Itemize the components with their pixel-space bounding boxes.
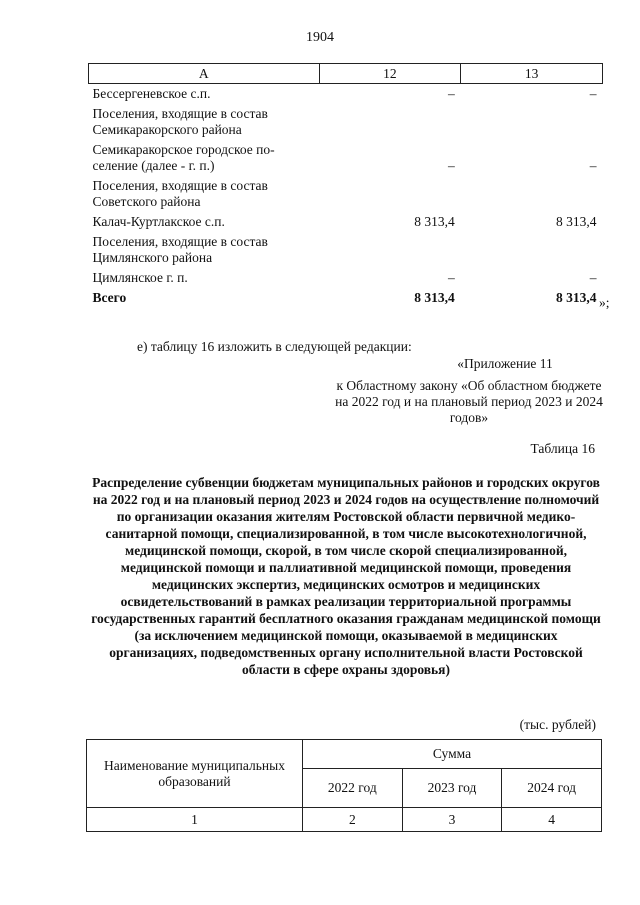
- total-value-12: 8 313,4: [414, 290, 455, 305]
- column-municipality-name: Наименование муниципальных образований: [87, 740, 303, 808]
- row-value-12: –: [448, 270, 455, 285]
- row-value-13: [461, 104, 603, 140]
- row-value-12: [319, 232, 461, 268]
- distribution-table: [86, 739, 602, 832]
- header-cell-12: 12: [319, 64, 461, 84]
- row-name: Цимлянское г. п.: [92, 270, 188, 285]
- row-name: Поселения, входящие в состав Цимлянского района: [92, 234, 268, 265]
- row-value-13: 8 313,4: [556, 214, 597, 229]
- closing-quote: »;: [599, 295, 610, 310]
- column-number: 3: [402, 808, 502, 832]
- header-cell-13: 13: [461, 64, 603, 84]
- row-name: Калач-Куртлакское с.п.: [92, 214, 225, 229]
- row-name: Бессергеневское с.п.: [92, 86, 211, 101]
- row-value-12: 8 313,4: [414, 214, 455, 229]
- total-row: [89, 288, 603, 308]
- appendix-reference: к Областному закону «Об областном бюджете на 2022 год и на плановый период 2023 и 2024 годов»: [335, 378, 603, 425]
- header-row-top: [87, 740, 602, 769]
- amendment-paragraph: е) таблицу 16 изложить в следующей редакции:: [137, 339, 412, 354]
- table-row: [89, 140, 603, 176]
- column-number: 2: [303, 808, 403, 832]
- row-value-13: [461, 176, 603, 212]
- row-value-13: [461, 232, 603, 268]
- total-value-13: 8 313,4: [556, 290, 597, 305]
- row-name: Поселения, входящие в состав Советского района: [92, 178, 268, 209]
- row-value-13: –: [589, 158, 597, 173]
- row-value-12: –: [448, 86, 455, 101]
- row-value-12: [319, 176, 461, 212]
- units-label: (тыс. рублей): [519, 717, 596, 732]
- table-header-row: [89, 64, 603, 84]
- continued-subvention-table: [88, 63, 603, 308]
- column-number: 4: [502, 808, 602, 832]
- column-sum: Сумма: [303, 740, 602, 769]
- table-row: [89, 104, 603, 140]
- table-row: [89, 268, 603, 288]
- table-row: [89, 232, 603, 268]
- table-row: [89, 84, 603, 105]
- row-value-13: –: [589, 86, 597, 101]
- row-name: Семикаракорское городское по- селение (далее - г. п.): [92, 142, 275, 173]
- table-row: [89, 176, 603, 212]
- total-label: Всего: [92, 290, 127, 305]
- header-cell-a: А: [89, 64, 320, 84]
- column-year-2022: 2022 год: [303, 769, 403, 808]
- column-year-2023: 2023 год: [402, 769, 502, 808]
- column-year-2024: 2024 год: [502, 769, 602, 808]
- page-number: 1904: [306, 30, 334, 45]
- column-number: 1: [87, 808, 303, 832]
- row-value-13: –: [589, 270, 597, 285]
- row-value-12: –: [448, 158, 455, 173]
- table-title: Распределение субвенции бюджетам муниципальных районов и городских округов на 2022 год и на плановый период 2023 и 2024 годов на осуществление полномочий по организации оказания жителям Ростовской области первичной медико-санитарной помощи, специализированной, в том числе высокотехнологичной, медицинской помощи, скорой, в том числе скорой специализированной, медицинской помощи и паллиативной медицинской помощи, проведения медицинских экспертиз, медицинских осмотров и медицинских освидетельствований в рамках реализации территориальной программы государственных гарантий бесплатного оказания гражданам медицинской помощи (за исключением медицинской помощи, оказываемой в медицинских организациях, подведомственных органу исполнительной власти Ростовской области в сфере охраны здоровья): [91, 475, 601, 677]
- row-name: Поселения, входящие в состав Семикаракорского района: [92, 106, 268, 137]
- table-label: Таблица 16: [530, 441, 595, 456]
- row-value-12: [319, 104, 461, 140]
- column-number-row: [87, 808, 602, 832]
- table-row: [89, 212, 603, 232]
- appendix-heading: «Приложение 11: [457, 356, 553, 371]
